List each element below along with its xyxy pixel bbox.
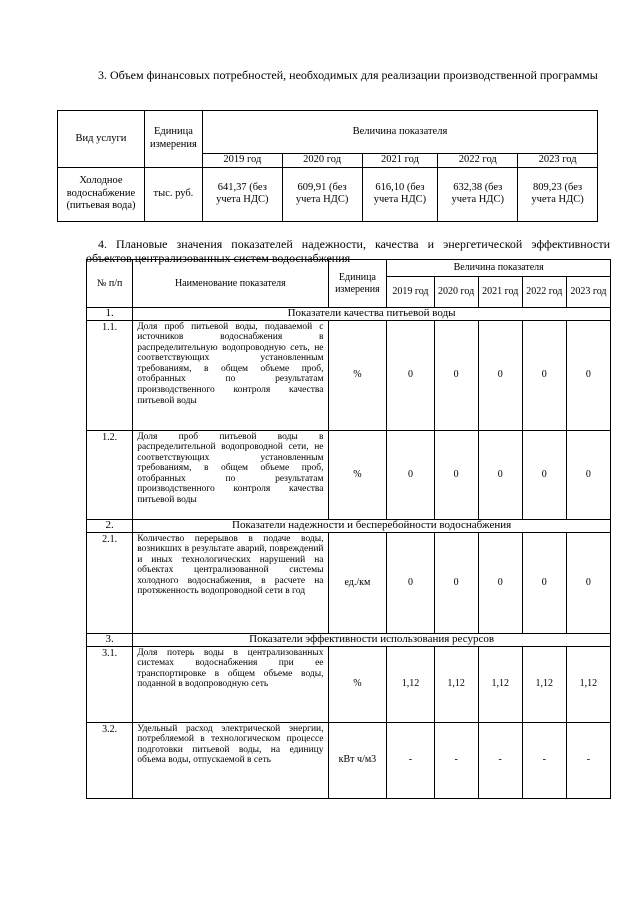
year-header: 2019 год <box>387 277 434 308</box>
service-name: Холодное водоснабжение (питьевая вода) <box>58 167 145 221</box>
year-header: 2023 год <box>566 277 610 308</box>
section-number: 3. <box>87 633 133 646</box>
value-cell: 1,12 <box>387 646 434 722</box>
section-row <box>87 633 611 646</box>
unit-cell: % <box>328 646 387 722</box>
value-cell: 1,12 <box>522 646 566 722</box>
value-cell: 809,23 (без учета НДС) <box>518 167 598 221</box>
section4-heading: 4. Плановые значения показателей надежности, качества и энергетической эффективности объектов централизованных систем водоснабжения <box>86 237 610 265</box>
value-cell: 609,91 (без учета НДС) <box>282 167 362 221</box>
table-row <box>87 532 611 633</box>
value-cell: 632,38 (без учета НДС) <box>438 167 518 221</box>
table-row <box>87 646 611 722</box>
section-number: 1. <box>87 308 133 321</box>
col-no-header: № п/п <box>87 260 133 308</box>
indicator-name: Доля проб питьевой воды в распределительной водопроводной сети, не соответствующих установленным требованиям, в общем объеме проб, отобранных по результатам производственного контроля качества питьевой воды <box>133 430 328 519</box>
year-header: 2021 год <box>478 277 522 308</box>
value-cell: 1,12 <box>434 646 478 722</box>
value-cell: - <box>387 722 434 798</box>
value-cell: 0 <box>522 430 566 519</box>
year-header: 2020 год <box>434 277 478 308</box>
col-value-header: Величина показателя <box>387 260 611 277</box>
unit-cell: ед./км <box>328 532 387 633</box>
value-cell: 0 <box>434 430 478 519</box>
value-cell: - <box>522 722 566 798</box>
financial-needs-table <box>57 110 598 222</box>
value-cell: 0 <box>387 430 434 519</box>
row-number: 2.1. <box>87 532 133 633</box>
section-row <box>87 519 611 532</box>
unit-cell: % <box>328 430 387 519</box>
value-cell: - <box>478 722 522 798</box>
value-cell: 0 <box>566 532 610 633</box>
section-title: Показатели эффективности использования ресурсов <box>133 633 611 646</box>
value-cell: 1,12 <box>566 646 610 722</box>
value-cell: 0 <box>478 320 522 430</box>
unit-cell: тыс. руб. <box>144 167 202 221</box>
col-unit-header: Единица измерения <box>328 260 387 308</box>
section-title: Показатели качества питьевой воды <box>133 308 611 321</box>
unit-cell: кВт ч/м3 <box>328 722 387 798</box>
col-service-header: Вид услуги <box>58 111 145 168</box>
section-number: 2. <box>87 519 133 532</box>
value-cell: 0 <box>434 532 478 633</box>
year-header: 2019 год <box>202 154 282 168</box>
year-header: 2022 год <box>438 154 518 168</box>
value-cell: 0 <box>387 532 434 633</box>
value-cell: 0 <box>478 430 522 519</box>
value-cell: 0 <box>478 532 522 633</box>
value-cell: 0 <box>387 320 434 430</box>
section-title: Показатели надежности и бесперебойности водоснабжения <box>133 519 611 532</box>
value-cell: - <box>566 722 610 798</box>
indicator-name: Количество перерывов в подаче воды, возникших в результате аварий, повреждений и иных технологических нарушений на объектах централизованной системы холодного водоснабжения, в расчете на протяженность водопроводной сети в год <box>133 532 328 633</box>
row-number: 1.2. <box>87 430 133 519</box>
table-row <box>58 167 598 221</box>
value-cell: 1,12 <box>478 646 522 722</box>
indicator-name: Удельный расход электрической энергии, потребляемой в технологическом процессе подготовки питьевой воды, на единицу объема воды, отпускаемой в сеть <box>133 722 328 798</box>
value-cell: 0 <box>434 320 478 430</box>
col-unit-header: Единица измерения <box>144 111 202 168</box>
value-cell: 0 <box>566 430 610 519</box>
value-cell: - <box>434 722 478 798</box>
table-row <box>87 722 611 798</box>
row-number: 1.1. <box>87 320 133 430</box>
table-row <box>87 320 611 430</box>
value-cell: 616,10 (без учета НДС) <box>362 167 438 221</box>
value-cell: 641,37 (без учета НДС) <box>202 167 282 221</box>
indicators-table <box>86 259 611 799</box>
year-header: 2022 год <box>522 277 566 308</box>
year-header: 2020 год <box>282 154 362 168</box>
value-cell: 0 <box>522 320 566 430</box>
row-number: 3.1. <box>87 646 133 722</box>
value-cell: 0 <box>566 320 610 430</box>
year-header: 2021 год <box>362 154 438 168</box>
col-name-header: Наименование показателя <box>133 260 328 308</box>
row-number: 3.2. <box>87 722 133 798</box>
indicator-name: Доля проб питьевой воды, подаваемой с источников водоснабжения в распределительную водопроводную сеть, не соответствующих установленным требованиям, в общем объеме проб, отобранных по результатам производственного контроля качества питьевой воды <box>133 320 328 430</box>
section3-heading: 3. Объем финансовых потребностей, необходимых для реализации производственной программы <box>98 68 598 82</box>
year-header: 2023 год <box>518 154 598 168</box>
indicator-name: Доля потерь воды в централизованных системах водоснабжения при ее транспортировке в общем объеме воды, поданной в водопроводную сеть <box>133 646 328 722</box>
unit-cell: % <box>328 320 387 430</box>
table-row <box>87 430 611 519</box>
section-row <box>87 308 611 321</box>
value-cell: 0 <box>522 532 566 633</box>
col-value-header: Величина показателя <box>202 111 597 154</box>
